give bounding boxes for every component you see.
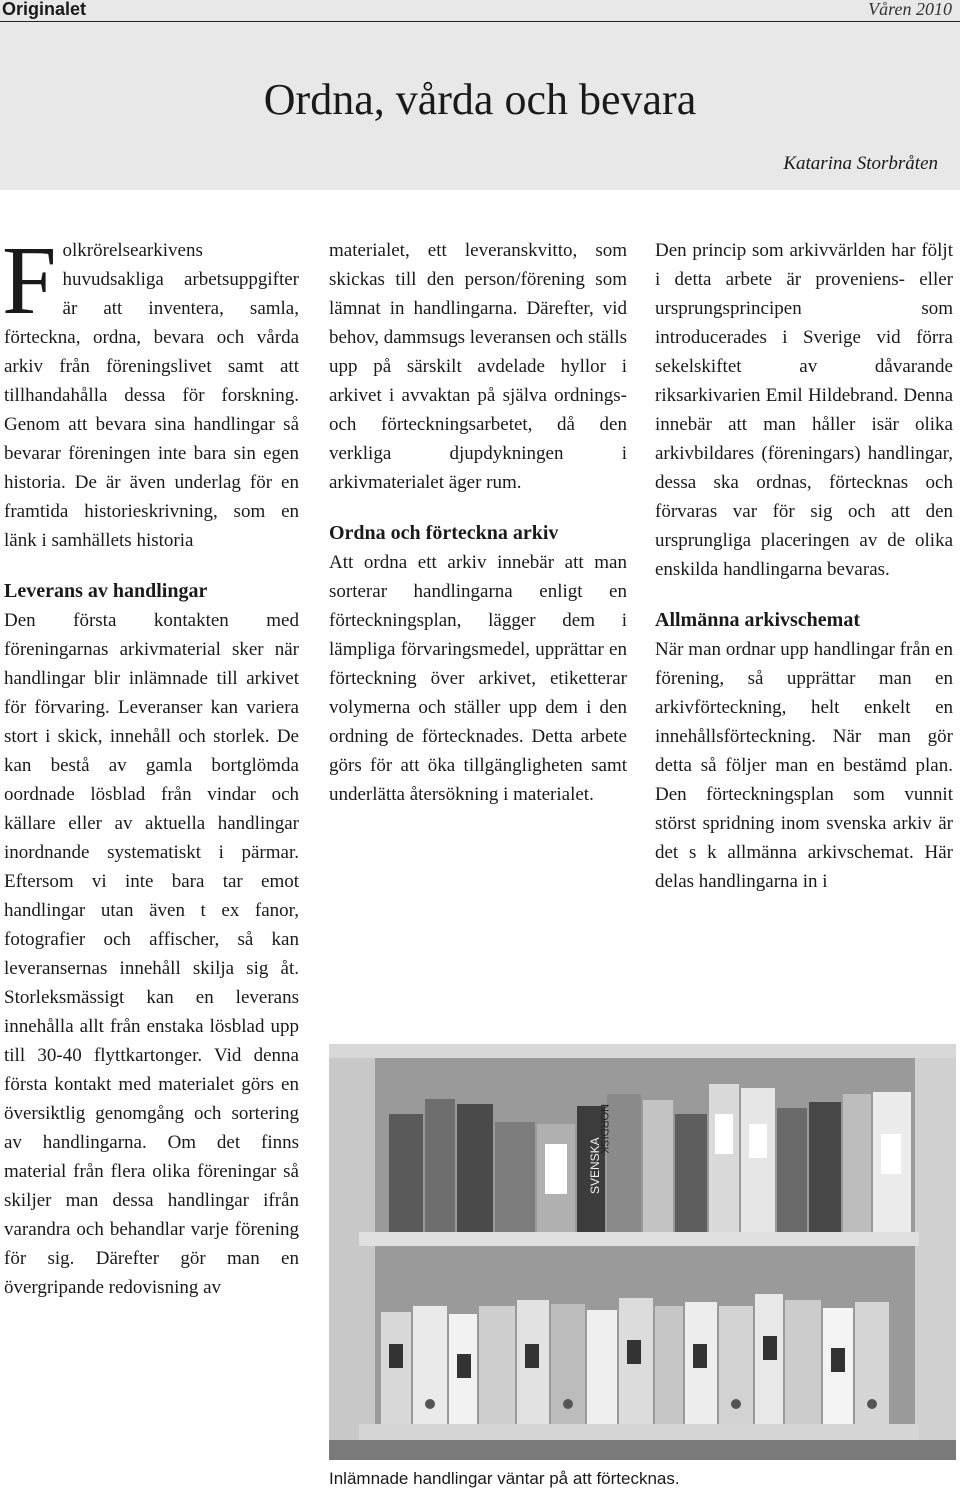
column-1 [2,227,299,1302]
principle-text: Den princip som arkivvärlden har följt i detta arbete är proveniens- eller ursprungsprincipen som introducerades i Sverige vid förra sekelskiftet av dåvarande riksarkivarien Emil Hildebrand. Denna innebär att man håller isär olika arkivbildares (föreningars) handlingar, dessa ska ordnas, förtecknas och förvaras var för sig och att den ursprungliga placeringen av de olika enskilda handlingarna bevaras. [655,240,953,580]
section-heading-schema: Allmänna arkivschemat [655,609,860,631]
issue-label: Våren 2010 [868,0,952,19]
lead-paragraph [2,227,299,555]
continuation-text: materialet, ett leveranskvitto, som skickas till den person/förening som lämnat in handlingarna. Därefter, vid behov, dammsugs leveransen och ställs upp på särskilt avdelade hyllor i arkivet i avvaktan på själva ordnings- och förteckningsarbetet, då den verkliga djupdykningen i arkivmaterialet äger rum. [329,240,627,493]
article-title: Ordna, vårda och bevara [263,75,697,124]
running-header [0,0,960,22]
spine-label-2: NORDISK [598,1104,610,1155]
article-author: Katarina Storbråten [783,153,938,174]
column-2 [329,236,627,809]
archive-shelf-photo [329,1044,956,1460]
section-heading-arrange: Ordna och förteckna arkiv [329,522,559,544]
column-3 [655,236,953,896]
section-text-delivery: Den första kontakten med föreningarnas arkivmaterial sker när handlingar blir inlämnade till arkivet för förvaring. Leveranser kan variera stort i skick, innehåll och storlek. De kan bestå av gamla bortglömda oordnade lösblad från vindar och källare eller av aktuella handlingar inordnande systematiskt i pärmar. Eftersom vi inte bara tar emot handlingar utan även t ex fanor, fotografier och affischer, så kan leveransernas innehåll skilja sig åt. Storleksmässigt kan en leverans innehålla allt från enstaka lösblad upp till 30-40 flyttkartonger. Vid denna första kontakt med materialet görs en översiktlig genomgång och sortering av handlingarna. Om det finns material från flera olika föreningar så skiljer man dessa handlingar ifrån varandra och behandlar varje förening för sig. Därefter gör man en övergripande redovisning av [4,610,299,1298]
spine-label-1: SVENSKA [588,1137,602,1194]
publication-name: Originalet [2,0,87,19]
photo-caption: Inlämnade handlingar väntar på att förtecknas. [329,1469,680,1488]
section-text-arrange: Att ordna ett arkiv innebär att man sorterar handlingarna enligt en förteckningsplan, lägger dem i lämpliga förvaringsmedel, upprättar en förteckning över arkivet, etiketterar volymerna och ställer upp dem i den ordning de förtecknades. Detta arbete görs för att öka tillgängligheten samt underlätta återsökning i materialet. [329,552,627,805]
drop-cap: F [2,227,57,335]
lead-text: olkrörelsearkivens huvudsakliga arbetsuppgifter är att inventera, samla, förteckna, ordna, bevara och vårda arkiv från föreningslivet samt att tillhandahålla dessa för forskning. Genom att bevara sina handlingar så bevarar föreningen inte bara sin egen historia. De är även underlag för en framtida historieskrivning, som en länk i samhällets historia [4,240,299,551]
section-heading-delivery: Leverans av handlingar [4,580,208,602]
section-text-schema: När man ordnar upp handlingar från en förening, så upprättar man en arkivförteckning, helt enkelt en innehållsförteckning. När man gör detta så följer man en bestämd plan. Den förteckningsplan som vunnit störst spridning inom svenska arkiv är det s k allmänna arkivschemat. Här delas handlingarna in i [655,639,953,892]
